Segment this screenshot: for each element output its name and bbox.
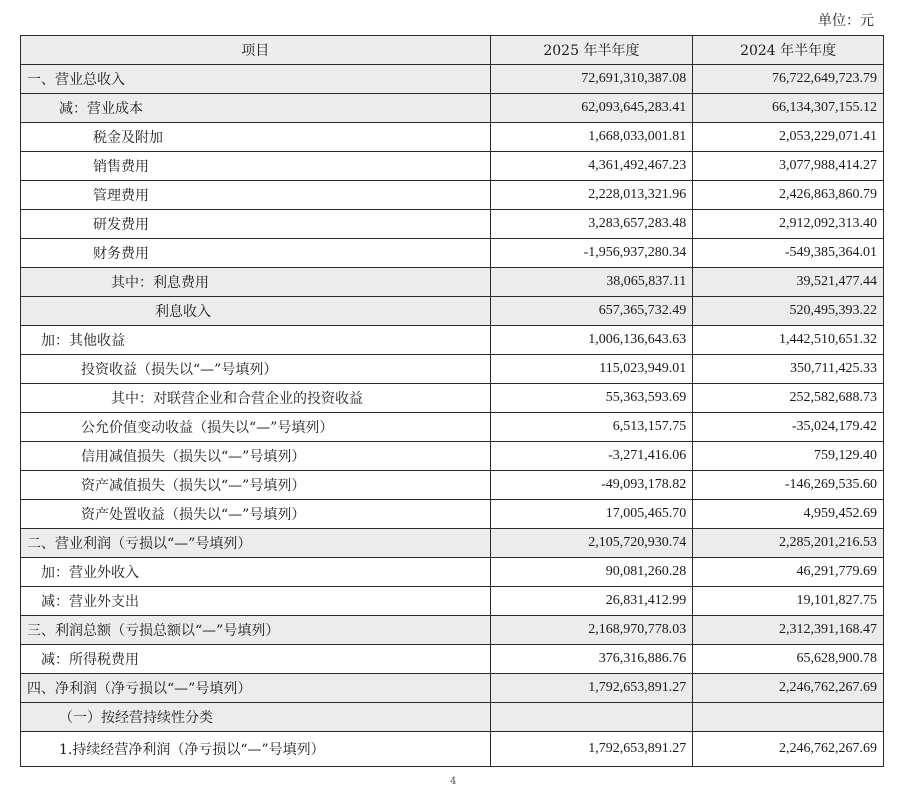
row-label: 公允价值变动收益（损失以“—”号填列）	[21, 413, 491, 442]
row-label: （一）按经营持续性分类	[21, 703, 491, 732]
page-number: 4	[450, 776, 457, 787]
value-2024: 39,521,477.44	[693, 268, 884, 297]
value-2024	[693, 703, 884, 732]
table-header-row	[21, 36, 884, 65]
table-row	[21, 732, 884, 767]
value-2025: 90,081,260.28	[490, 558, 693, 587]
value-2024: 2,312,391,168.47	[693, 616, 884, 645]
value-2025: -49,093,178.82	[490, 471, 693, 500]
value-2024: 520,495,393.22	[693, 297, 884, 326]
value-2025: -3,271,416.06	[490, 442, 693, 471]
row-label: 三、利润总额（亏损总额以“—”号填列）	[21, 616, 491, 645]
value-2025: 4,361,492,467.23	[490, 152, 693, 181]
row-label: 减：所得税费用	[21, 645, 491, 674]
value-2024: 252,582,688.73	[693, 384, 884, 413]
table-row	[21, 297, 884, 326]
value-2024: 65,628,900.78	[693, 645, 884, 674]
value-2025: 1,792,653,891.27	[490, 674, 693, 703]
value-2024: 4,959,452.69	[693, 500, 884, 529]
value-2025: 55,363,593.69	[490, 384, 693, 413]
table-row	[21, 674, 884, 703]
header-2025: 2025 年半年度	[490, 36, 693, 65]
row-label: 研发费用	[21, 210, 491, 239]
row-label: 财务费用	[21, 239, 491, 268]
value-2024: -146,269,535.60	[693, 471, 884, 500]
value-2024: 1,442,510,651.32	[693, 326, 884, 355]
row-label: 信用减值损失（损失以“—”号填列）	[21, 442, 491, 471]
table-row	[21, 471, 884, 500]
table-row	[21, 558, 884, 587]
table-row	[21, 210, 884, 239]
table-row	[21, 268, 884, 297]
value-2025: 1,006,136,643.63	[490, 326, 693, 355]
row-label: 税金及附加	[21, 123, 491, 152]
header-2024: 2024 年半年度	[693, 36, 884, 65]
value-2024: 759,129.40	[693, 442, 884, 471]
table-row	[21, 529, 884, 558]
table-row	[21, 616, 884, 645]
value-2024: -549,385,364.01	[693, 239, 884, 268]
table-row	[21, 413, 884, 442]
row-label: 一、营业总收入	[21, 65, 491, 94]
value-2024: -35,024,179.42	[693, 413, 884, 442]
header-item: 项目	[21, 36, 491, 65]
value-2024: 76,722,649,723.79	[693, 65, 884, 94]
value-2025: 38,065,837.11	[490, 268, 693, 297]
row-label: 投资收益（损失以“—”号填列）	[21, 355, 491, 384]
value-2024: 66,134,307,155.12	[693, 94, 884, 123]
value-2024: 3,077,988,414.27	[693, 152, 884, 181]
row-label: 资产处置收益（损失以“—”号填列）	[21, 500, 491, 529]
row-label: 其中：对联营企业和合营企业的投资收益	[21, 384, 491, 413]
value-2024: 2,912,092,313.40	[693, 210, 884, 239]
row-label: 1.持续经营净利润（净亏损以“—”号填列）	[21, 732, 491, 767]
table-row	[21, 152, 884, 181]
value-2025: 17,005,465.70	[490, 500, 693, 529]
table-row	[21, 355, 884, 384]
value-2025: 115,023,949.01	[490, 355, 693, 384]
value-2024: 350,711,425.33	[693, 355, 884, 384]
table-row	[21, 326, 884, 355]
table-row	[21, 500, 884, 529]
row-label: 减：营业成本	[21, 94, 491, 123]
value-2024: 2,426,863,860.79	[693, 181, 884, 210]
row-label: 加：营业外收入	[21, 558, 491, 587]
table-row	[21, 123, 884, 152]
table-row	[21, 703, 884, 732]
value-2025: 376,316,886.76	[490, 645, 693, 674]
row-label: 销售费用	[21, 152, 491, 181]
value-2025: 1,792,653,891.27	[490, 732, 693, 767]
value-2025: 62,093,645,283.41	[490, 94, 693, 123]
value-2025: 657,365,732.49	[490, 297, 693, 326]
value-2025: 2,168,970,778.03	[490, 616, 693, 645]
value-2025: 72,691,310,387.08	[490, 65, 693, 94]
row-label: 资产减值损失（损失以“—”号填列）	[21, 471, 491, 500]
value-2025: 3,283,657,283.48	[490, 210, 693, 239]
row-label: 利息收入	[21, 297, 491, 326]
value-2024: 46,291,779.69	[693, 558, 884, 587]
value-2025: 2,228,013,321.96	[490, 181, 693, 210]
table-row	[21, 181, 884, 210]
value-2025: 2,105,720,930.74	[490, 529, 693, 558]
value-2025: 1,668,033,001.81	[490, 123, 693, 152]
income-statement-table	[20, 35, 884, 767]
row-label: 减：营业外支出	[21, 587, 491, 616]
value-2024: 19,101,827.75	[693, 587, 884, 616]
value-2024: 2,053,229,071.41	[693, 123, 884, 152]
table-row	[21, 384, 884, 413]
value-2025: 6,513,157.75	[490, 413, 693, 442]
table-row	[21, 239, 884, 268]
row-label: 二、营业利润（亏损以“—”号填列）	[21, 529, 491, 558]
table-row	[21, 65, 884, 94]
value-2025: 26,831,412.99	[490, 587, 693, 616]
table-row	[21, 94, 884, 123]
row-label: 其中：利息费用	[21, 268, 491, 297]
table-row	[21, 587, 884, 616]
row-label: 管理费用	[21, 181, 491, 210]
value-2024: 2,246,762,267.69	[693, 732, 884, 767]
table-row	[21, 645, 884, 674]
table-row	[21, 442, 884, 471]
value-2025	[490, 703, 693, 732]
unit-label: 单位：元	[818, 13, 874, 29]
value-2024: 2,285,201,216.53	[693, 529, 884, 558]
value-2024: 2,246,762,267.69	[693, 674, 884, 703]
row-label: 加：其他收益	[21, 326, 491, 355]
value-2025: -1,956,937,280.34	[490, 239, 693, 268]
row-label: 四、净利润（净亏损以“—”号填列）	[21, 674, 491, 703]
